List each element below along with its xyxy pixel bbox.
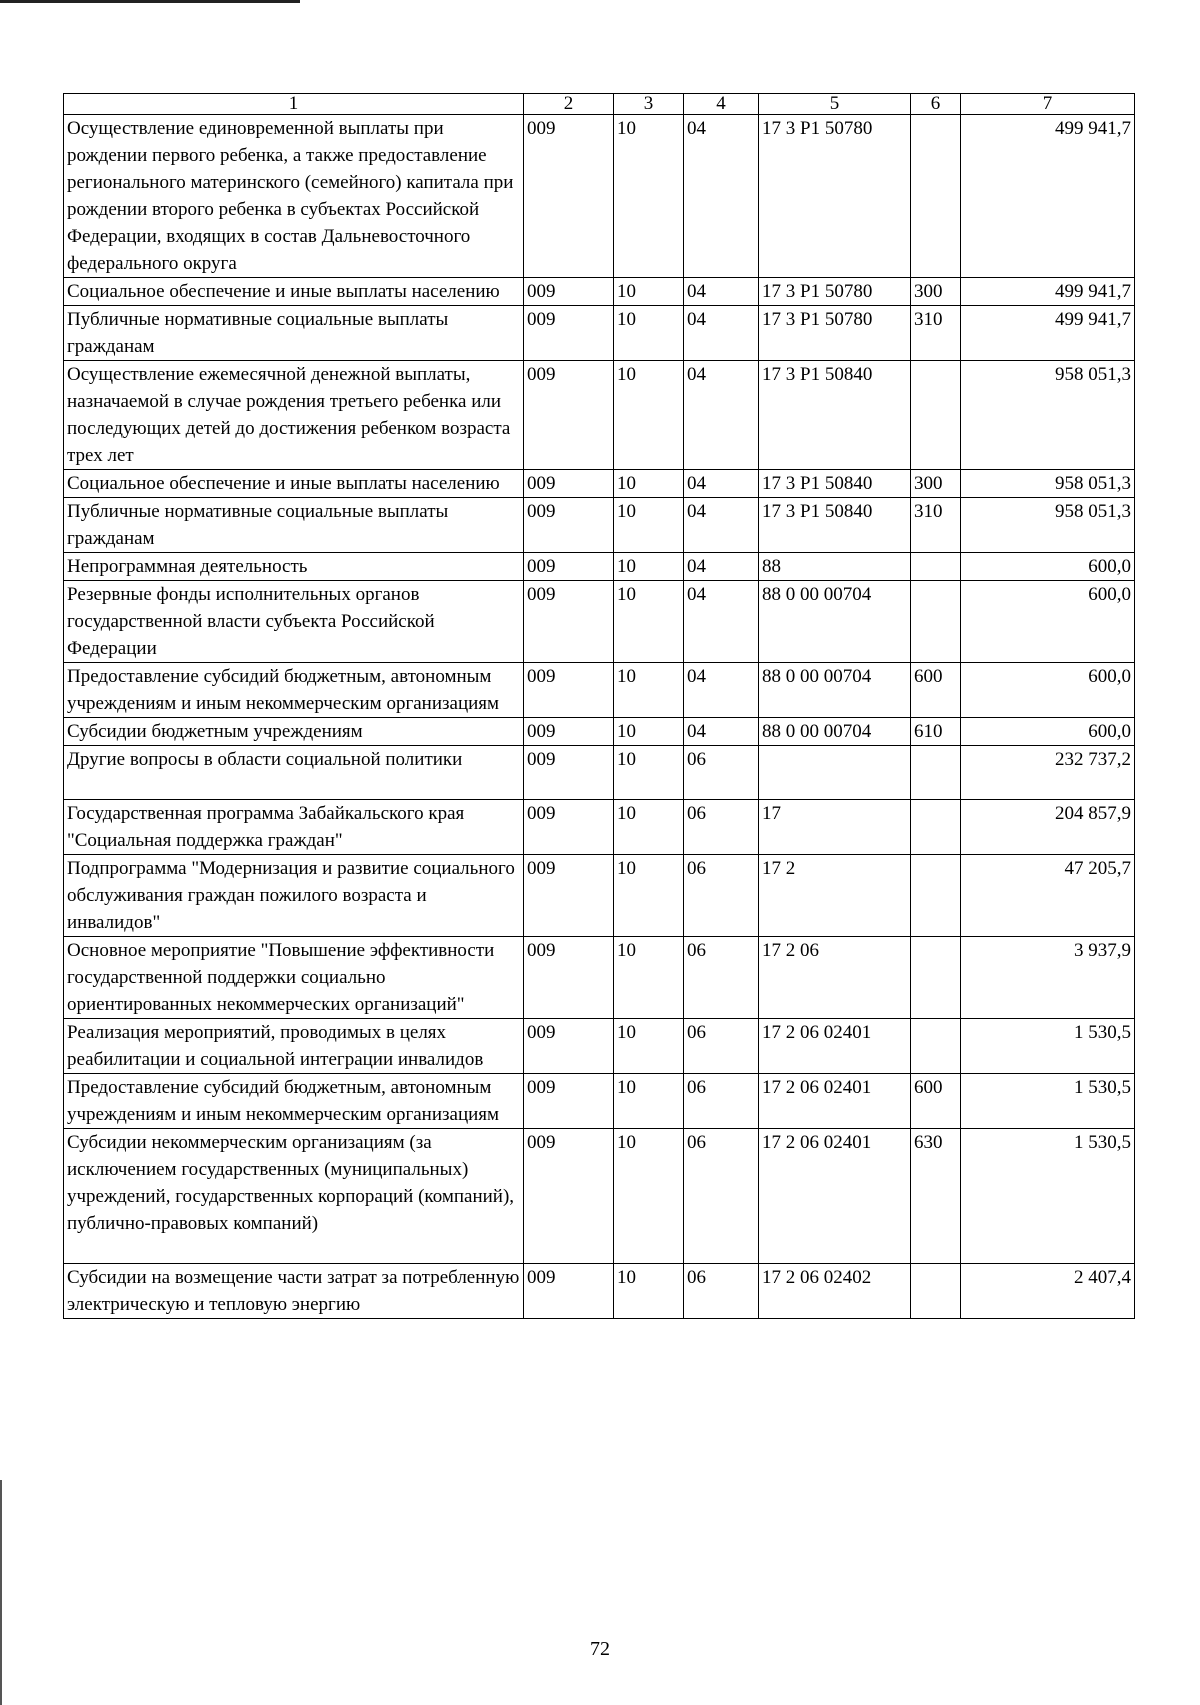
section-code: 10 xyxy=(614,663,684,718)
table-row xyxy=(64,470,1135,498)
table-row xyxy=(64,498,1135,553)
expense-type-code xyxy=(911,937,961,1019)
item-name: Государственная программа Забайкальского края "Социальная поддержка граждан" xyxy=(64,800,524,855)
target-article-code: 17 xyxy=(759,800,911,855)
item-name: Резервные фонды исполнительных органов государственной власти субъекта Российской Федерации xyxy=(64,581,524,663)
section-code: 10 xyxy=(614,746,684,800)
subsection-code: 04 xyxy=(684,306,759,361)
item-name: Предоставление субсидий бюджетным, автономным учреждениям и иным некоммерческим организациям xyxy=(64,1074,524,1129)
table-header-row xyxy=(64,94,1135,115)
amount: 1 530,5 xyxy=(961,1074,1135,1129)
dept-code: 009 xyxy=(524,855,614,937)
amount: 499 941,7 xyxy=(961,115,1135,278)
expense-type-code: 300 xyxy=(911,470,961,498)
subsection-code: 06 xyxy=(684,1129,759,1264)
target-article-code: 17 2 06 02401 xyxy=(759,1129,911,1264)
amount: 1 530,5 xyxy=(961,1129,1135,1264)
section-code: 10 xyxy=(614,1019,684,1074)
table-row xyxy=(64,1264,1135,1319)
column-header: 3 xyxy=(614,94,684,115)
subsection-code: 06 xyxy=(684,1074,759,1129)
dept-code: 009 xyxy=(524,1019,614,1074)
item-name: Публичные нормативные социальные выплаты гражданам xyxy=(64,498,524,553)
target-article-code: 17 3 P1 50780 xyxy=(759,278,911,306)
target-article-code: 88 0 00 00704 xyxy=(759,663,911,718)
section-code: 10 xyxy=(614,718,684,746)
scan-left-edge xyxy=(0,1480,2,1705)
target-article-code: 17 3 P1 50840 xyxy=(759,361,911,470)
amount: 600,0 xyxy=(961,718,1135,746)
dept-code: 009 xyxy=(524,115,614,278)
expense-type-code xyxy=(911,553,961,581)
target-article-code: 17 3 P1 50780 xyxy=(759,306,911,361)
section-code: 10 xyxy=(614,470,684,498)
section-code: 10 xyxy=(614,306,684,361)
table-row xyxy=(64,1019,1135,1074)
column-header: 6 xyxy=(911,94,961,115)
subsection-code: 04 xyxy=(684,361,759,470)
item-name: Осуществление единовременной выплаты при рождении первого ребенка, а также предоставление регионального материнского (семейного) капитала при рождении второго ребенка в субъектах Российской Федерации, входящих в состав Дальневосточного федерального округа xyxy=(64,115,524,278)
item-name: Социальное обеспечение и иные выплаты населению xyxy=(64,470,524,498)
subsection-code: 06 xyxy=(684,800,759,855)
item-name: Подпрограмма "Модернизация и развитие социального обслуживания граждан пожилого возраста и инвалидов" xyxy=(64,855,524,937)
column-header: 7 xyxy=(961,94,1135,115)
subsection-code: 04 xyxy=(684,115,759,278)
expense-type-code: 310 xyxy=(911,306,961,361)
subsection-code: 06 xyxy=(684,746,759,800)
section-code: 10 xyxy=(614,800,684,855)
section-code: 10 xyxy=(614,1074,684,1129)
section-code: 10 xyxy=(614,1129,684,1264)
amount: 3 937,9 xyxy=(961,937,1135,1019)
dept-code: 009 xyxy=(524,1129,614,1264)
expense-type-code xyxy=(911,1019,961,1074)
dept-code: 009 xyxy=(524,553,614,581)
amount: 958 051,3 xyxy=(961,470,1135,498)
expense-type-code: 600 xyxy=(911,663,961,718)
table-row xyxy=(64,718,1135,746)
section-code: 10 xyxy=(614,361,684,470)
item-name: Предоставление субсидий бюджетным, автономным учреждениям и иным некоммерческим организациям xyxy=(64,663,524,718)
dept-code: 009 xyxy=(524,278,614,306)
amount: 232 737,2 xyxy=(961,746,1135,800)
expense-type-code xyxy=(911,361,961,470)
subsection-code: 06 xyxy=(684,937,759,1019)
subsection-code: 06 xyxy=(684,855,759,937)
table-row xyxy=(64,278,1135,306)
dept-code: 009 xyxy=(524,361,614,470)
table-row xyxy=(64,581,1135,663)
target-article-code: 17 3 P1 50840 xyxy=(759,498,911,553)
item-name: Непрограммная деятельность xyxy=(64,553,524,581)
item-name: Осуществление ежемесячной денежной выплаты, назначаемой в случае рождения третьего ребенка или последующих детей до достижения ребенком возраста трех лет xyxy=(64,361,524,470)
amount: 2 407,4 xyxy=(961,1264,1135,1319)
section-code: 10 xyxy=(614,581,684,663)
page-number: 72 xyxy=(590,1638,610,1660)
dept-code: 009 xyxy=(524,498,614,553)
item-name: Социальное обеспечение и иные выплаты населению xyxy=(64,278,524,306)
expense-type-code xyxy=(911,746,961,800)
target-article-code: 17 2 06 02401 xyxy=(759,1074,911,1129)
scan-top-line xyxy=(0,0,300,3)
section-code: 10 xyxy=(614,498,684,553)
amount: 600,0 xyxy=(961,663,1135,718)
target-article-code: 17 2 06 02402 xyxy=(759,1264,911,1319)
target-article-code: 17 3 P1 50780 xyxy=(759,115,911,278)
dept-code: 009 xyxy=(524,800,614,855)
expense-type-code xyxy=(911,115,961,278)
table-row xyxy=(64,306,1135,361)
table-row xyxy=(64,855,1135,937)
item-name: Другие вопросы в области социальной политики xyxy=(64,746,524,800)
column-header: 4 xyxy=(684,94,759,115)
amount: 600,0 xyxy=(961,553,1135,581)
subsection-code: 04 xyxy=(684,553,759,581)
section-code: 10 xyxy=(614,553,684,581)
expense-type-code xyxy=(911,581,961,663)
column-header: 5 xyxy=(759,94,911,115)
target-article-code: 17 2 xyxy=(759,855,911,937)
section-code: 10 xyxy=(614,278,684,306)
expense-type-code: 300 xyxy=(911,278,961,306)
item-name: Субсидии на возмещение части затрат за потребленную электрическую и тепловую энергию xyxy=(64,1264,524,1319)
amount: 1 530,5 xyxy=(961,1019,1135,1074)
amount: 958 051,3 xyxy=(961,498,1135,553)
expense-type-code xyxy=(911,855,961,937)
table-row xyxy=(64,553,1135,581)
target-article-code xyxy=(759,746,911,800)
amount: 958 051,3 xyxy=(961,361,1135,470)
section-code: 10 xyxy=(614,855,684,937)
expense-type-code xyxy=(911,800,961,855)
section-code: 10 xyxy=(614,1264,684,1319)
table-row xyxy=(64,115,1135,278)
target-article-code: 17 3 P1 50840 xyxy=(759,470,911,498)
expense-type-code: 630 xyxy=(911,1129,961,1264)
dept-code: 009 xyxy=(524,470,614,498)
dept-code: 009 xyxy=(524,718,614,746)
amount: 600,0 xyxy=(961,581,1135,663)
expense-type-code: 600 xyxy=(911,1074,961,1129)
dept-code: 009 xyxy=(524,306,614,361)
table-row xyxy=(64,663,1135,718)
column-header: 1 xyxy=(64,94,524,115)
target-article-code: 17 2 06 xyxy=(759,937,911,1019)
target-article-code: 88 xyxy=(759,553,911,581)
item-name: Субсидии некоммерческим организациям (за исключением государственных (муниципальных) учреждений, государственных корпораций (компаний), публично-правовых компаний) xyxy=(64,1129,524,1264)
dept-code: 009 xyxy=(524,746,614,800)
table-row xyxy=(64,1074,1135,1129)
subsection-code: 06 xyxy=(684,1264,759,1319)
expense-type-code xyxy=(911,1264,961,1319)
amount: 47 205,7 xyxy=(961,855,1135,937)
target-article-code: 88 0 00 00704 xyxy=(759,718,911,746)
amount: 499 941,7 xyxy=(961,278,1135,306)
item-name: Субсидии бюджетным учреждениям xyxy=(64,718,524,746)
subsection-code: 04 xyxy=(684,278,759,306)
table-row xyxy=(64,361,1135,470)
subsection-code: 04 xyxy=(684,498,759,553)
expense-type-code: 610 xyxy=(911,718,961,746)
target-article-code: 88 0 00 00704 xyxy=(759,581,911,663)
table-row xyxy=(64,800,1135,855)
expense-type-code: 310 xyxy=(911,498,961,553)
dept-code: 009 xyxy=(524,1264,614,1319)
section-code: 10 xyxy=(614,115,684,278)
item-name: Основное мероприятие "Повышение эффективности государственной поддержки социально ориентированных некоммерческих организаций" xyxy=(64,937,524,1019)
section-code: 10 xyxy=(614,937,684,1019)
subsection-code: 04 xyxy=(684,581,759,663)
item-name: Публичные нормативные социальные выплаты гражданам xyxy=(64,306,524,361)
table-row xyxy=(64,746,1135,800)
budget-table xyxy=(63,93,1135,1319)
dept-code: 009 xyxy=(524,937,614,1019)
table-row xyxy=(64,1129,1135,1264)
amount: 204 857,9 xyxy=(961,800,1135,855)
item-name: Реализация мероприятий, проводимых в целях реабилитации и социальной интеграции инвалидов xyxy=(64,1019,524,1074)
dept-code: 009 xyxy=(524,581,614,663)
subsection-code: 04 xyxy=(684,663,759,718)
amount: 499 941,7 xyxy=(961,306,1135,361)
target-article-code: 17 2 06 02401 xyxy=(759,1019,911,1074)
dept-code: 009 xyxy=(524,1074,614,1129)
subsection-code: 04 xyxy=(684,470,759,498)
subsection-code: 06 xyxy=(684,1019,759,1074)
column-header: 2 xyxy=(524,94,614,115)
table-row xyxy=(64,937,1135,1019)
subsection-code: 04 xyxy=(684,718,759,746)
dept-code: 009 xyxy=(524,663,614,718)
